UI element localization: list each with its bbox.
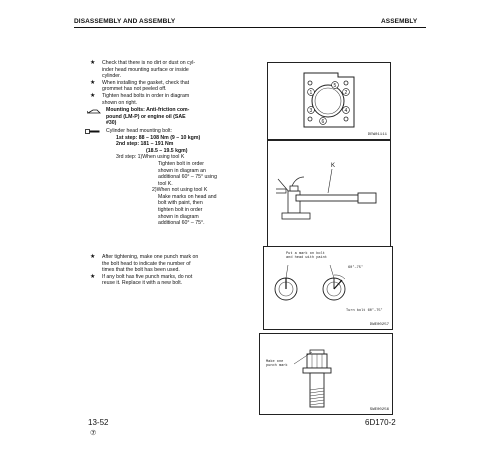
- bullet-2: When installing the gasket, check that grommet has not peeled off.: [102, 79, 190, 93]
- bolt-punch-diagram: [260, 334, 392, 414]
- star-bullet: ★: [90, 92, 96, 99]
- figure-id: SWE00256: [369, 408, 389, 412]
- revision-symbol: ⑦: [90, 430, 97, 437]
- torque-step-3: 3rd step: 1)When using tool K: [116, 154, 185, 161]
- figure-paint-mark: [263, 246, 393, 330]
- section-2-text: [90, 254, 260, 287]
- star-bullet: ★: [90, 60, 96, 66]
- paint-mark-note: Put a mark on bolt and head with paint: [286, 252, 327, 261]
- punch-mark-note: Make one punch mark: [266, 360, 288, 369]
- angle-label: 60°–75°: [348, 266, 364, 270]
- header-right-title: ASSEMBLY: [381, 18, 418, 25]
- bolt-order-number: 4: [344, 108, 348, 114]
- section-1-text: [90, 60, 260, 227]
- tool-k-label: K: [331, 163, 336, 169]
- punch-mark-bullet-2: If any bolt has five punch marks, do not reuse it. Replace it with a new bolt.: [102, 273, 193, 287]
- bolt-order-number: 3: [309, 108, 313, 114]
- bolt-order-number: 1: [309, 90, 313, 96]
- header-left-title: DISASSEMBLY AND ASSEMBLY: [74, 18, 176, 25]
- star-bullet: ★: [90, 79, 96, 86]
- bolt-angle-diagram: [264, 247, 392, 329]
- turn-bolt-label: Turn bolt 60°–75°: [346, 309, 383, 313]
- torque-step-2: 2nd step: 181 – 191 Nm (18.5 – 19.5 kgm): [116, 141, 188, 154]
- tool-k-diagram: [268, 141, 390, 259]
- figure-punch-mark: [259, 333, 393, 415]
- page-number: 13-52: [88, 418, 109, 427]
- oil-can-icon: [87, 108, 101, 115]
- star-bullet: ★: [90, 273, 96, 280]
- torque-title: Cylinder head mounting bolt:: [106, 127, 173, 134]
- step-3-using-tool-k: Tighten bolt in order shown in diagram an additional 60° – 75° using tool K.: [158, 160, 217, 187]
- step-3-without-tool-k: Make marks on head and bolt with paint, then tighten bolt in order shown in diagram additional 60° – 75°.: [158, 193, 217, 227]
- figure-id: DEW01111: [367, 133, 387, 137]
- star-bullet: ★: [90, 254, 96, 260]
- step-3-without-tool-k-title: 2)When not using tool K: [152, 187, 208, 194]
- bullet-1: Check that there is no dirt or dust on cyl- inder head mounting surface or inside cylinder.: [102, 60, 196, 80]
- figure-id: DWE00257: [369, 323, 389, 327]
- model-number: 6D170-2: [365, 418, 396, 427]
- bolt-order-number: 6: [321, 119, 325, 125]
- mounting-bolt-note: Mounting bolts: Anti-friction com- pound (LM-P) or engine oil (SAE #30): [106, 107, 190, 127]
- torque-wrench-icon: [85, 128, 100, 135]
- header-rule: [74, 27, 426, 28]
- cylinder-head-diagram: [268, 63, 390, 139]
- bolt-order-number: 2: [344, 90, 348, 96]
- punch-mark-bullet-1: After tightening, make one punch mark on the bolt head to indicate the number of times that the bolt has been used.: [102, 254, 199, 274]
- bolt-order-number: 5: [333, 83, 337, 89]
- torque-step-1: 1st step: 88 – 108 Nm (9 – 10 kgm): [116, 134, 201, 141]
- figure-tool-k: [267, 140, 391, 260]
- figure-bolt-order: [267, 62, 391, 140]
- bullet-3: Tighten head bolts in order in diagram shown on right.: [102, 92, 190, 106]
